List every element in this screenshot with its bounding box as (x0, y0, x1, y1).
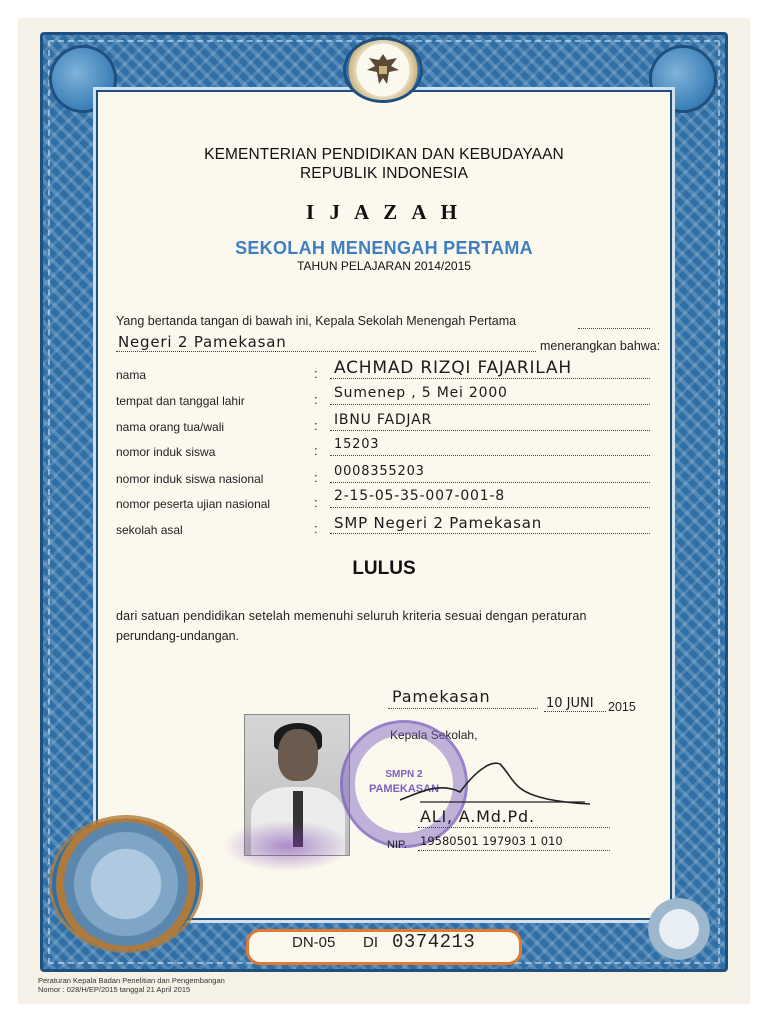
field-colon: : (314, 495, 318, 510)
signing-date: 10 JUNI (546, 696, 594, 711)
footnote-line-2: Nomor : 028/H/EP/2015 tanggal 21 April 2015 (38, 985, 191, 994)
stamp-line-1: SMPN 2 (385, 769, 423, 780)
dotted-line (330, 404, 650, 405)
dotted-line (418, 850, 610, 851)
signing-place: Pamekasan (392, 687, 491, 706)
document-title: I J A Z A H (306, 200, 462, 224)
field-value-origin-school: SMP Negeri 2 Pamekasan (334, 514, 543, 532)
field-colon: : (314, 443, 318, 458)
serial-di: DI (363, 934, 378, 951)
school-type: SEKOLAH MENENGAH PERTAMA (235, 238, 533, 258)
signatory-position: Kepala Sekolah, (390, 728, 478, 742)
dotted-line (330, 507, 650, 508)
dotted-line (578, 328, 650, 329)
field-label: nama orang tua/wali (116, 420, 225, 434)
dotted-line (330, 378, 650, 379)
dotted-line (330, 430, 650, 431)
photo-face (278, 729, 318, 781)
field-colon: : (314, 418, 318, 433)
dotted-line (544, 711, 606, 712)
nip-label: NIP. (387, 839, 407, 851)
stamp-line-2: PAMEKASAN (368, 783, 440, 795)
ink-smudge (222, 820, 352, 872)
garuda-emblem (346, 40, 420, 100)
field-value-name: ACHMAD RIZQI FAJARILAH (334, 358, 572, 378)
field-label: nomor peserta ujian nasional (116, 497, 271, 511)
field-value-parent: IBNU FADJAR (334, 412, 433, 428)
nip-number: 19580501 197903 1 010 (420, 834, 563, 848)
serial-number: 0374213 (392, 931, 476, 953)
dotted-line (116, 351, 536, 352)
field-colon: : (314, 392, 318, 407)
dotted-line (418, 827, 610, 828)
field-label: nomor induk siswa nasional (116, 472, 264, 486)
country-name: REPUBLIK INDONESIA (299, 165, 469, 182)
field-colon: : (314, 521, 318, 536)
field-value-nisn: 0008355203 (334, 464, 425, 479)
serial-prefix: DN-05 (292, 934, 336, 951)
serial-number-box (246, 929, 522, 965)
academic-year: TAHUN PELAJARAN 2014/2015 (297, 259, 471, 273)
government-seal (52, 818, 200, 950)
dotted-line (330, 455, 650, 456)
garuda-icon (363, 50, 403, 90)
ministry-name: KEMENTERIAN PENDIDIKAN DAN KEBUDAYAAN (204, 146, 564, 163)
intro-suffix: menerangkan bahwa: (540, 339, 661, 353)
hologram-seal (648, 898, 710, 960)
dotted-line (388, 708, 538, 709)
graduation-status: LULUS (352, 558, 416, 579)
signatory-name: ALI, A.Md.Pd. (420, 807, 535, 826)
field-label: nama (116, 368, 147, 382)
dotted-line (330, 533, 650, 534)
school-name-handwritten: Negeri 2 Pamekasan (118, 333, 287, 351)
field-colon: : (314, 470, 318, 485)
field-label: nomor induk siswa (116, 445, 216, 459)
footnote-line-1: Peraturan Kepala Badan Penelitian dan Pengembangan (38, 976, 225, 985)
dotted-line (330, 482, 650, 483)
signing-year: 2015 (608, 700, 636, 714)
statement-line-2: perundang-undangan. (116, 629, 240, 643)
field-value-birth: Sumenep , 5 Mei 2000 (334, 385, 508, 401)
field-value-exam-number: 2-15-05-35-007-001-8 (334, 488, 506, 504)
field-value-nis: 15203 (334, 437, 380, 452)
statement-line-1: dari satuan pendidikan setelah memenuhi seluruh kriteria sesuai dengan peraturan (116, 609, 587, 623)
field-label: sekolah asal (116, 523, 183, 537)
field-label: tempat dan tanggal lahir (116, 394, 245, 408)
intro-line: Yang bertanda tangan di bawah ini, Kepala Sekolah Menengah Pertama (116, 314, 517, 328)
field-colon: : (314, 366, 318, 381)
